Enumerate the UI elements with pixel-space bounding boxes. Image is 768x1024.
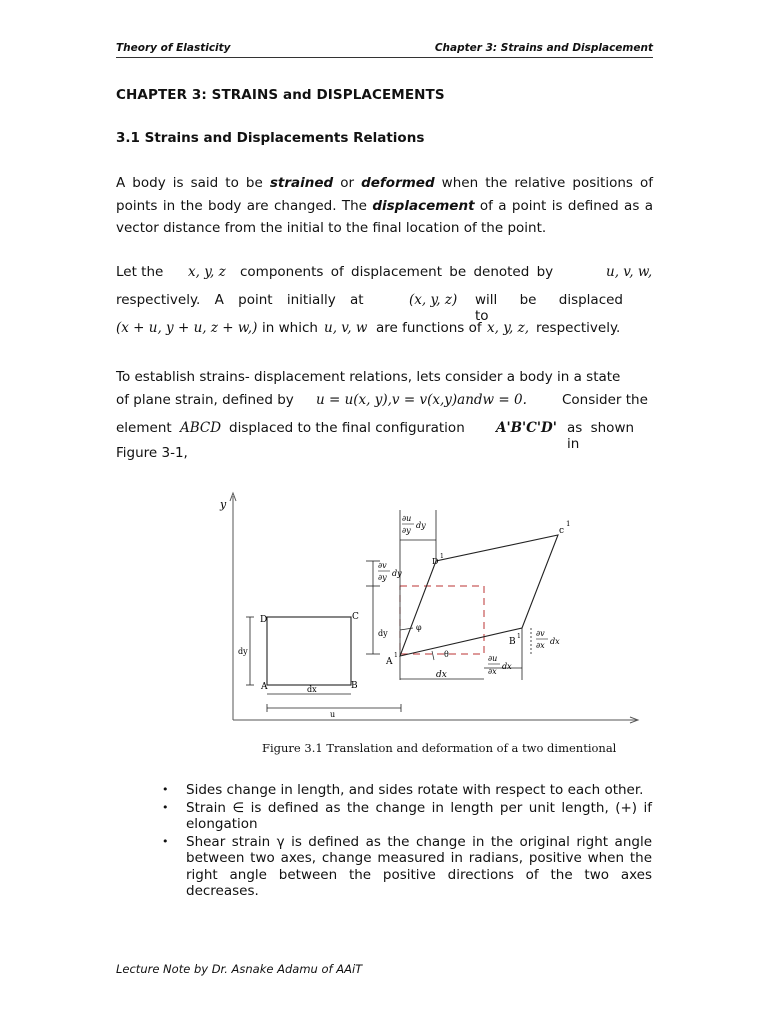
label-dx-italic: dx bbox=[436, 670, 447, 680]
paragraph-plane-strain-line-1 bbox=[116, 369, 653, 385]
math-uvw: u, v, w, bbox=[606, 264, 653, 280]
label-c1-sup: 1 bbox=[566, 520, 571, 528]
frac-du-den: ∂y bbox=[402, 526, 411, 535]
theta-marker bbox=[432, 651, 434, 660]
label-b1: B bbox=[509, 637, 516, 647]
frac-dv-tail: dy bbox=[392, 569, 402, 578]
label-c: C bbox=[352, 612, 359, 622]
text-run: are functions of bbox=[376, 320, 482, 336]
y-axis-label: y bbox=[220, 498, 227, 511]
header-right-title: Chapter 3: Strains and Displacement bbox=[434, 42, 653, 54]
label-dx: dx bbox=[307, 685, 317, 694]
text-run: will be displaced to bbox=[475, 292, 623, 324]
bullet-item bbox=[160, 834, 652, 900]
label-b1-sup: 1 bbox=[517, 633, 521, 640]
text-run: or bbox=[333, 175, 362, 191]
text-run: of a point is defined as a vector distance from the initial to the final location of the point. bbox=[116, 197, 653, 236]
page-footer: Lecture Note by Dr. Asnake Adamu of AAiT bbox=[116, 962, 363, 976]
section-title: 3.1 Strains and Displacements Relations bbox=[116, 130, 425, 146]
bullet-glyph: • bbox=[162, 783, 169, 796]
text-run: when the relative positions of points in the body are changed. The bbox=[116, 175, 653, 214]
paragraph-definition bbox=[116, 172, 653, 240]
label-theta: θ bbox=[444, 650, 449, 659]
label-u: u bbox=[330, 710, 336, 719]
bullet-glyph: • bbox=[162, 834, 169, 848]
deformed-element bbox=[400, 535, 558, 656]
text-run: respectively. A point initially at bbox=[116, 292, 364, 308]
frac-dv2-tail: dx bbox=[550, 637, 560, 646]
frac-du-num: ∂u bbox=[402, 514, 412, 523]
text-run: respectively. bbox=[536, 320, 621, 336]
label-d1: D bbox=[432, 557, 439, 566]
bullet-glyph: • bbox=[162, 800, 169, 814]
label-d1-sup: 1 bbox=[440, 553, 444, 560]
label-dy-middle: dy bbox=[378, 629, 388, 638]
label-a1: A bbox=[386, 657, 393, 667]
math-point: (x, y, z) bbox=[409, 292, 458, 308]
math-xyz: x, y, z bbox=[188, 264, 226, 280]
frac-dv2-num: ∂v bbox=[536, 629, 545, 638]
frac-du2-tail: dx bbox=[502, 662, 512, 671]
text-run: Let the bbox=[116, 264, 164, 280]
frac-du2-den: ∂x bbox=[488, 667, 497, 676]
bullet-text: Strain ∈ is defined as the change in length per unit length, (+) if elongation bbox=[186, 799, 652, 832]
text-run: in which bbox=[262, 320, 318, 336]
text-run: Figure 3-1, bbox=[116, 445, 188, 461]
bullet-text: Sides change in length, and sides rotate with respect to each other. bbox=[186, 782, 644, 798]
label-d: D bbox=[260, 615, 268, 625]
bullet-list bbox=[160, 782, 652, 901]
math-abcd: ABCD bbox=[180, 420, 222, 436]
term-strained: strained bbox=[269, 175, 334, 191]
label-b: B bbox=[351, 681, 358, 691]
paragraph-plane-strain-line-4 bbox=[116, 445, 653, 461]
deformation-diagram bbox=[200, 488, 645, 748]
math-abcd-prime: A'B'C'D' bbox=[496, 420, 557, 436]
page-header bbox=[116, 41, 653, 58]
math-uvw: u, v, w bbox=[324, 320, 368, 336]
label-dy-left: dy bbox=[238, 647, 248, 656]
text-run: as shown in bbox=[567, 420, 635, 452]
figure-caption: Figure 3.1 Translation and deformation of a two dimentional bbox=[262, 741, 617, 755]
chapter-title: CHAPTER 3: STRAINS and DISPLACEMENTS bbox=[116, 87, 445, 103]
reference-square-dashed bbox=[400, 586, 484, 654]
math-displaced-point: (x + u, y + u, z + w,) bbox=[116, 320, 258, 336]
frac-dv-num: ∂v bbox=[378, 561, 387, 570]
label-phi: φ bbox=[416, 623, 422, 632]
text-run: To establish strains- displacement relations, lets consider a body in a state bbox=[116, 369, 621, 385]
frac-du-tail: dy bbox=[416, 521, 426, 530]
frac-dv2-den: ∂x bbox=[536, 641, 545, 650]
element-abcd bbox=[267, 617, 351, 685]
frac-dv-den: ∂y bbox=[378, 573, 387, 582]
phi-marker bbox=[400, 628, 413, 630]
term-deformed: deformed bbox=[361, 175, 435, 191]
label-a1-sup: 1 bbox=[394, 652, 398, 659]
text-run: element bbox=[116, 420, 172, 436]
text-run: Consider the bbox=[562, 392, 648, 408]
bullet-item bbox=[160, 782, 652, 799]
text-run: displaced to the final configuration bbox=[229, 420, 465, 436]
label-a: A bbox=[261, 682, 268, 692]
math-plane-strain: u = u(x, y),v = v(x,y)andw = 0. bbox=[316, 392, 527, 408]
text-run: of plane strain, defined by bbox=[116, 392, 294, 408]
text-run: A body is said to be bbox=[116, 175, 270, 191]
bullet-text: Shear strain γ is defined as the change in the original right angle between two axes, change measured in radians, positive when the right angle between the positive directions of the two axes decreases. bbox=[186, 833, 652, 899]
figure-3-1 bbox=[200, 488, 645, 748]
term-displacement: displacement bbox=[372, 197, 475, 214]
bullet-item bbox=[160, 800, 652, 833]
math-xyz: x, y, z, bbox=[487, 320, 530, 336]
text-run: components of displacement be denoted by bbox=[240, 264, 554, 280]
header-left-title: Theory of Elasticity bbox=[116, 42, 231, 54]
label-c1: c bbox=[559, 526, 565, 536]
frac-du2-num: ∂u bbox=[488, 654, 498, 663]
